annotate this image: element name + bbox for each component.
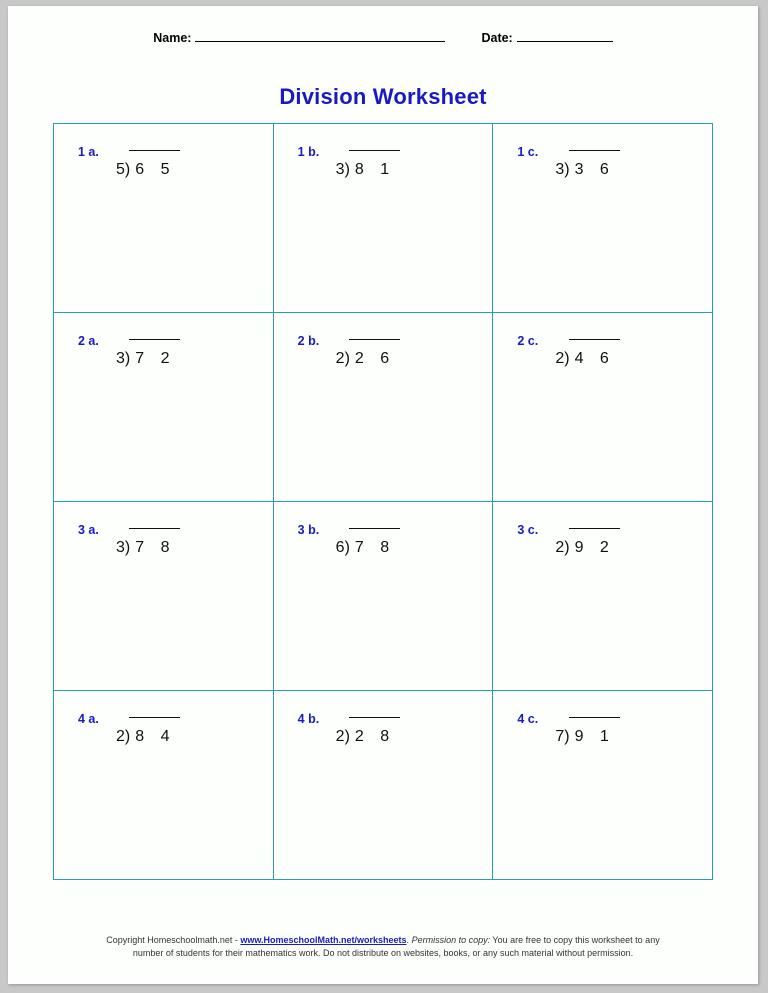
division-bracket-icon: ) xyxy=(124,539,131,556)
long-division-problem xyxy=(555,339,619,369)
dividend: 7 8 xyxy=(349,528,400,558)
division-bracket-icon: ) xyxy=(344,350,350,367)
division-bracket-icon: ) xyxy=(344,161,350,178)
divisor: 7 xyxy=(555,728,565,745)
problem-cell xyxy=(274,691,494,880)
date-label: Date: xyxy=(481,31,513,45)
problem-label: 3 b. xyxy=(297,523,320,537)
division-bracket-icon: ) xyxy=(344,539,350,556)
problem-label: 4 c. xyxy=(517,712,539,726)
problem-cell xyxy=(274,124,494,313)
long-division-problem xyxy=(336,150,400,180)
long-division-problem xyxy=(116,150,180,180)
division-bracket-icon: ) xyxy=(124,728,131,745)
worksheet-page xyxy=(8,6,758,984)
problems-grid xyxy=(53,123,713,880)
divisor: 3 xyxy=(116,350,125,367)
footer-permission-label: . xyxy=(406,935,412,945)
long-division-problem xyxy=(336,339,400,369)
problem-cell xyxy=(54,124,274,313)
problem-cell xyxy=(493,124,713,313)
footer-line-2: number of students for their mathematics work. Do not distribute on websites, books, or any such material without permission. xyxy=(132,948,634,958)
dividend: 9 2 xyxy=(569,528,620,558)
long-division-problem xyxy=(116,528,180,558)
long-division-problem xyxy=(555,528,619,558)
divisor: 3 xyxy=(116,539,125,556)
long-division-problem xyxy=(116,339,180,369)
problem-label: 2 a. xyxy=(78,334,99,348)
dividend: 6 5 xyxy=(129,150,180,180)
dividend: 2 8 xyxy=(349,717,400,747)
footer xyxy=(8,934,758,960)
page-title: Division Worksheet xyxy=(279,84,487,109)
divisor: 2 xyxy=(335,728,345,745)
problem-label: 3 a. xyxy=(78,523,99,537)
division-bracket-icon: ) xyxy=(124,350,131,367)
problem-label: 1 c. xyxy=(517,145,539,159)
student-info-row xyxy=(8,30,758,45)
divisor: 6 xyxy=(335,539,345,556)
problem-label: 1 a. xyxy=(78,145,99,159)
long-division-problem xyxy=(555,717,619,747)
division-bracket-icon: ) xyxy=(344,728,350,745)
divisor: 2 xyxy=(555,539,565,556)
dividend: 8 1 xyxy=(349,150,400,180)
name-label: Name: xyxy=(153,31,192,45)
divisor: 3 xyxy=(555,161,565,178)
name-input-line[interactable] xyxy=(195,30,445,42)
long-division-problem xyxy=(336,528,400,558)
date-input-line[interactable] xyxy=(517,30,613,42)
problem-label: 4 a. xyxy=(78,712,99,726)
problem-cell xyxy=(54,313,274,502)
dividend: 9 1 xyxy=(569,717,620,747)
footer-line1-rest: You are free to copy this worksheet to any xyxy=(490,935,660,945)
problem-cell xyxy=(493,313,713,502)
problem-cell xyxy=(54,691,274,880)
long-division-problem xyxy=(336,717,400,747)
dividend: 7 2 xyxy=(129,339,180,369)
problem-cell xyxy=(493,502,713,691)
divisor: 2 xyxy=(555,350,565,367)
divisor: 5 xyxy=(116,161,125,178)
problem-cell xyxy=(54,502,274,691)
footer-link[interactable]: www.HomeschoolMath.net/worksheets xyxy=(240,935,407,945)
dividend: 7 8 xyxy=(129,528,180,558)
dividend: 3 6 xyxy=(569,150,620,180)
long-division-problem xyxy=(116,717,180,747)
divisor: 2 xyxy=(116,728,125,745)
divisor: 3 xyxy=(335,161,345,178)
division-bracket-icon: ) xyxy=(124,161,131,178)
footer-line-1 xyxy=(8,934,758,947)
divisor: 2 xyxy=(335,350,345,367)
problem-label: 2 b. xyxy=(297,334,320,348)
problem-cell xyxy=(274,313,494,502)
footer-copyright: Copyright Homeschoolmath.net - xyxy=(106,935,241,945)
footer-permission: Permission to copy: xyxy=(411,935,491,945)
problem-label: 1 b. xyxy=(297,145,320,159)
division-bracket-icon: ) xyxy=(564,728,570,745)
long-division-problem xyxy=(555,150,619,180)
problem-label: 2 c. xyxy=(517,334,539,348)
problem-label: 3 c. xyxy=(517,523,539,537)
dividend: 8 4 xyxy=(129,717,180,747)
problem-cell xyxy=(274,502,494,691)
problem-label: 4 b. xyxy=(297,712,320,726)
dividend: 2 6 xyxy=(349,339,400,369)
problem-cell xyxy=(493,691,713,880)
division-bracket-icon: ) xyxy=(564,350,570,367)
division-bracket-icon: ) xyxy=(564,161,570,178)
dividend: 4 6 xyxy=(569,339,620,369)
division-bracket-icon: ) xyxy=(564,539,570,556)
